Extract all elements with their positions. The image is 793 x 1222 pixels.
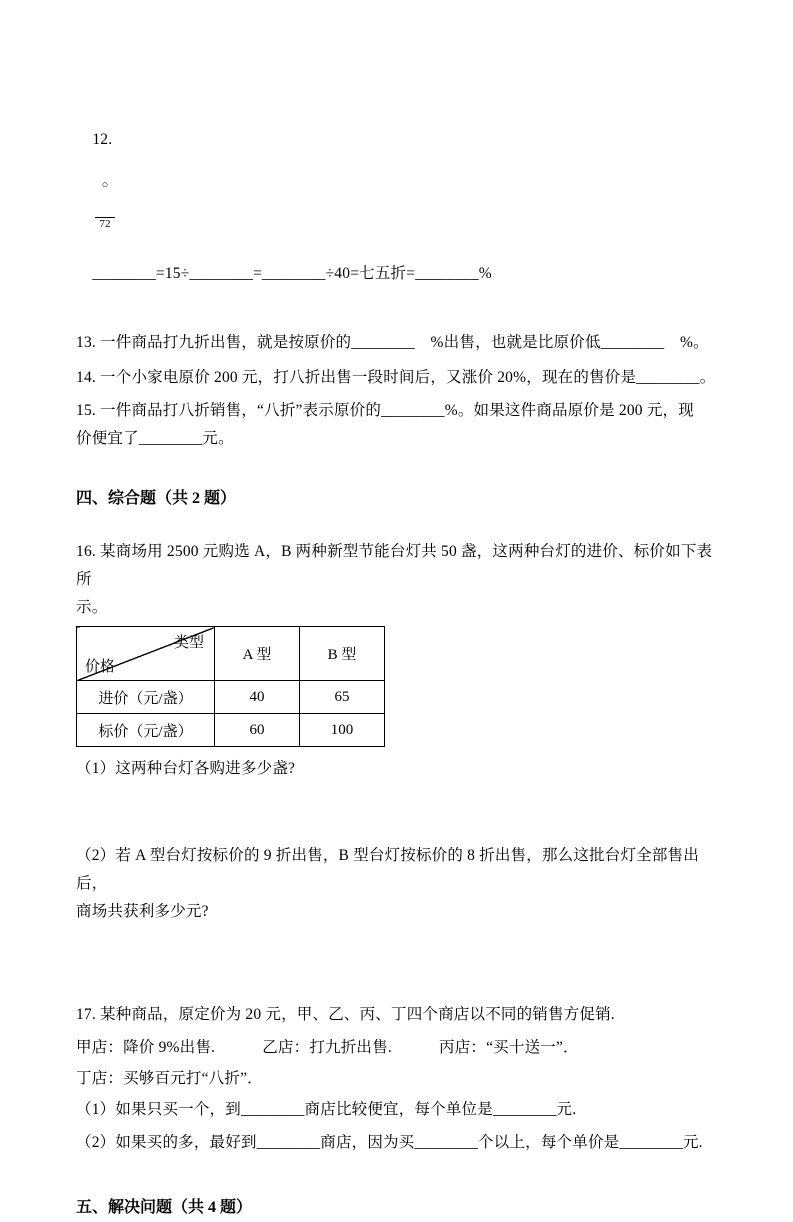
table-header-type-b: B 型 [300, 627, 385, 681]
q12-text: ________=15÷________=________÷40=七五折=________% [92, 265, 492, 283]
q12-number: 12. [92, 131, 113, 148]
q16-sub2-line-1: （2）若 A 型台灯按标价的 9 折出售，B 型台灯按标价的 8 折出售，那么这批台灯全部售出后， [76, 847, 699, 893]
q16-line-1: 16. 某商场用 2500 元购选 A，B 两种新型节能台灯共 50 盏，这两种台灯的进价、标价如下表所 [76, 543, 713, 589]
q16-subquestion-2 [76, 842, 721, 926]
q17-subquestion-1: （1）如果只买一个，到________商店比较便宜，每个单位是________元. [76, 1101, 577, 1119]
question-15 [76, 397, 721, 453]
q15-line-1: 15. 一件商品打八折销售，“八折”表示原价的________%。如果这件商品原价是 200 元，现 [76, 402, 694, 420]
row-label-list-price: 标价（元/盏） [77, 714, 215, 747]
question-17-intro: 17. 某种商品，原定价为 20 元，甲、乙、丙、丁四个商店以不同的销售方促销. [76, 1006, 615, 1024]
q15-line-2: 价便宜了________元。 [76, 430, 234, 448]
list-price-a: 60 [215, 714, 300, 747]
table-header-row [77, 627, 385, 681]
q17-shops-line-2: 丁店：买够百元打“八折”． [76, 1070, 263, 1088]
question-13: 13. 一件商品打九折出售，就是按原价的________ %出售，也就是比原价低________ %。 [76, 334, 709, 352]
question-16 [76, 538, 721, 622]
purchase-price-a: 40 [215, 681, 300, 714]
lamp-price-table [76, 626, 385, 747]
table-row-purchase-price [77, 681, 385, 714]
q17-subquestion-2: （2）如果买的多，最好到________商店，因为买________个以上，每个单价是________元. [76, 1134, 703, 1152]
purchase-price-b: 65 [300, 681, 385, 714]
diagonal-label-price: 价格 [85, 659, 116, 676]
diagonal-label-type: 类型 [173, 635, 204, 652]
question-12 [76, 98, 721, 316]
q17-shops-line-1: 甲店：降价 9%出售. 乙店：打九折出售. 丙店：“买十送一”． [76, 1039, 579, 1057]
table-row-list-price [77, 714, 385, 747]
q12-fraction-denominator: 72 [95, 217, 114, 231]
section-5-heading: 五、解决问题（共 4 题） [76, 1199, 253, 1217]
list-price-b: 100 [300, 714, 385, 747]
table-header-type-a: A 型 [215, 627, 300, 681]
q12-fraction-numerator: ○ [101, 179, 109, 192]
table-diagonal-header-cell [77, 627, 215, 681]
q16-sub2-line-2: 商场共获利多少元? [76, 903, 209, 921]
section-4-heading: 四、综合题（共 2 题） [76, 490, 237, 508]
q16-subquestion-1: （1）这两种台灯各购进多少盏? [76, 760, 296, 778]
row-label-purchase-price: 进价（元/盏） [77, 681, 215, 714]
q16-line-2: 示。 [76, 599, 108, 617]
question-14: 14. 一个小家电原价 200 元，打八折出售一段时间后，又涨价 20%，现在的售价是________。 [76, 369, 716, 387]
q12-fraction [95, 154, 114, 256]
